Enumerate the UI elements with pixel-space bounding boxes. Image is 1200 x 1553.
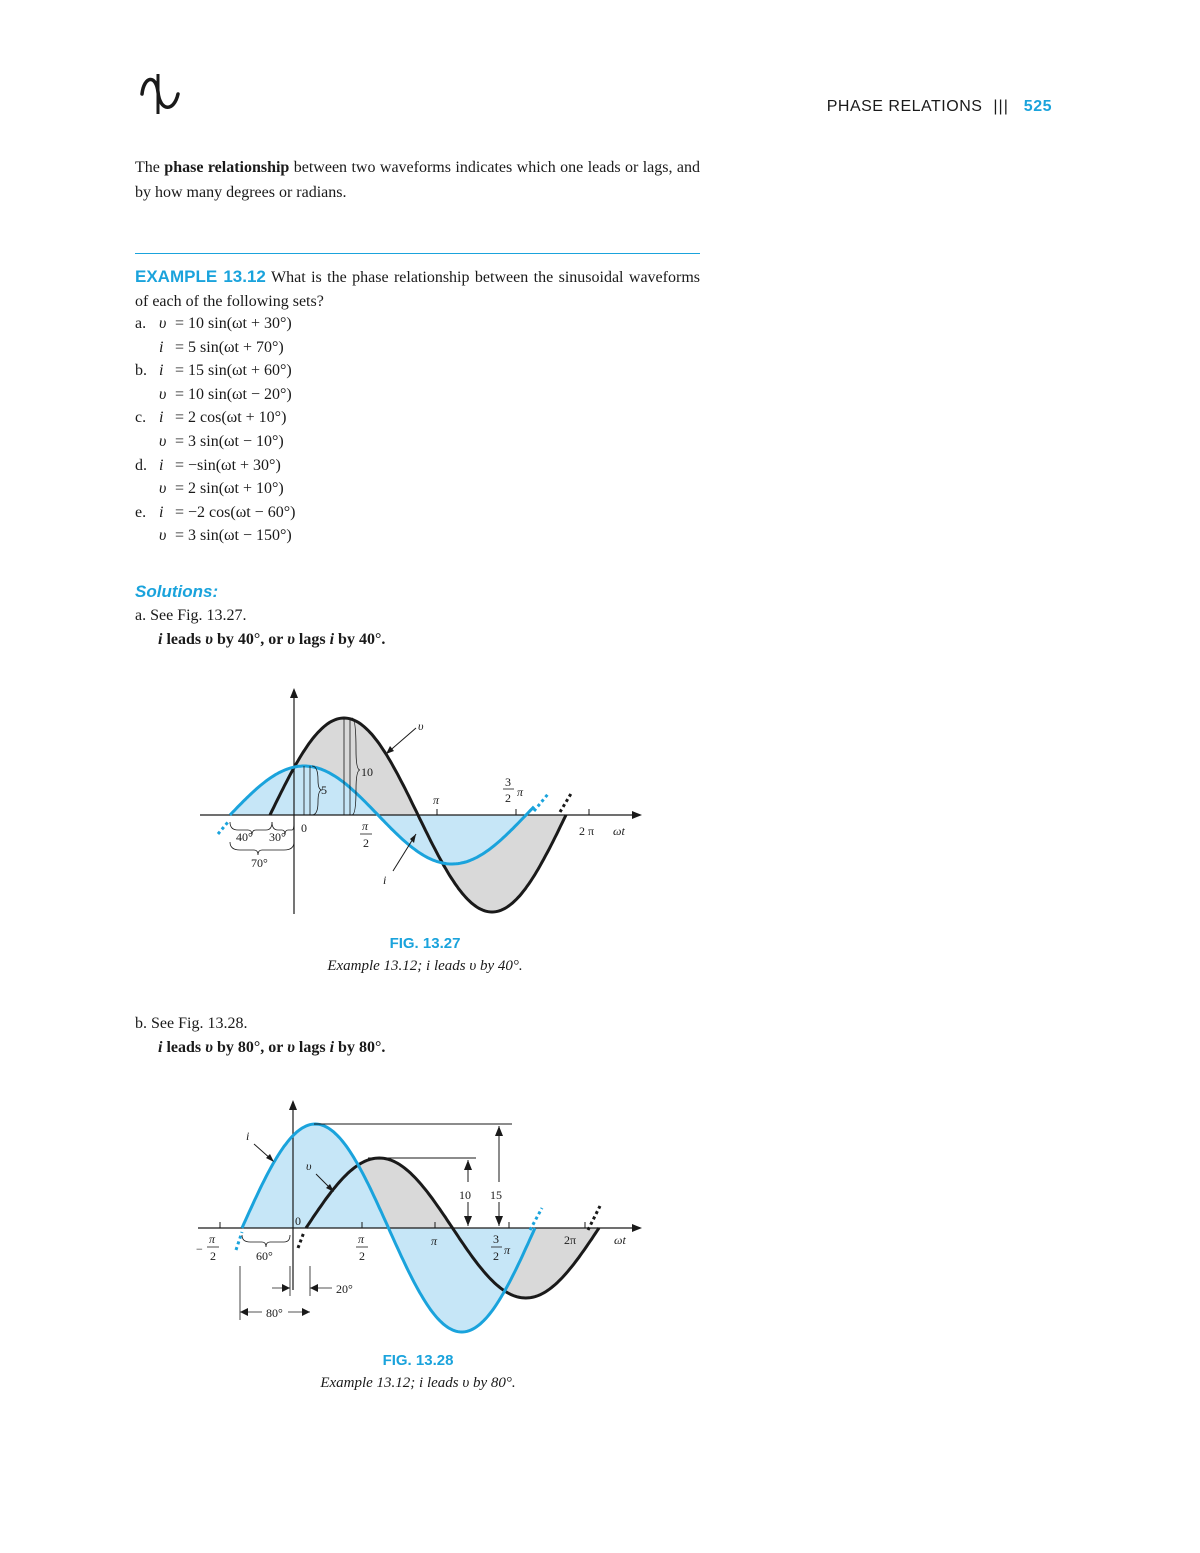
- v-continuation-right: [588, 1206, 600, 1230]
- two-pi-label: 2 π: [579, 824, 595, 838]
- neg-pi-half-num: π: [209, 1232, 216, 1246]
- wt-label: ωt: [614, 1233, 626, 1247]
- page-number: 525: [1023, 98, 1052, 115]
- text: by 80°, or: [212, 1039, 288, 1056]
- y-axis-arrow-icon: [290, 688, 298, 698]
- equation-variable: υ: [159, 315, 167, 332]
- pi-half-num: π: [358, 1232, 365, 1246]
- fig-13-27-caption: Example 13.12; i leads υ by 40°.: [327, 958, 523, 974]
- pi-half-num: π: [362, 819, 369, 833]
- equation-row: [135, 312, 295, 336]
- sine-wave-logo-icon: [138, 70, 184, 116]
- deg-70-label: 70°: [251, 856, 268, 870]
- equation-row: [135, 383, 295, 407]
- equation-variable: i: [159, 362, 164, 380]
- equation-expression: = 3 sin(ωt − 10°): [175, 432, 284, 450]
- wt-label: ωt: [613, 824, 625, 838]
- i-curve-label: i: [383, 873, 387, 887]
- equation-expression: = 10 sin(ωt + 30°): [175, 315, 292, 332]
- solution-a-see: a. See Fig. 13.27.: [135, 607, 247, 624]
- amp-i-label: 5: [321, 783, 327, 797]
- intro-text: The: [135, 159, 165, 176]
- deg-80-label: 80°: [266, 1306, 283, 1320]
- y-axis-arrow-icon: [289, 1100, 297, 1110]
- fig-13-28-label: FIG. 13.28: [382, 1352, 454, 1369]
- equation-expression: = 15 sin(ωt + 60°): [175, 362, 292, 380]
- equation-expression: = 2 cos(ωt + 10°): [175, 409, 287, 427]
- amp-v-label: 10: [361, 765, 373, 779]
- v-continuation: [298, 1232, 304, 1248]
- var-i: i: [329, 631, 335, 648]
- equation-variable: υ: [159, 527, 167, 545]
- part-letter: b.: [135, 362, 147, 380]
- equation-row: [135, 501, 295, 525]
- equation-expression: = 2 sin(ωt + 10°): [175, 480, 284, 498]
- var-i: i: [158, 1039, 163, 1056]
- i-continuation-right: [530, 1208, 542, 1230]
- equation-expression: = 5 sin(ωt + 70°): [175, 338, 284, 356]
- equation-expression: = −2 cos(ωt − 60°): [175, 503, 296, 521]
- i-continuation-right: [534, 794, 548, 811]
- equation-expression: = −sin(ωt + 30°): [175, 456, 281, 474]
- equation-variable: υ: [159, 432, 167, 450]
- text: lags: [294, 1039, 330, 1056]
- section-rule: [135, 253, 700, 254]
- text: leads: [162, 1039, 206, 1056]
- i-continuation: [218, 822, 228, 834]
- equation-expression: = 10 sin(ωt − 20°): [175, 385, 292, 403]
- text: by 80°.: [334, 1039, 386, 1056]
- three-half-pi: π: [517, 785, 524, 799]
- equation-variable: υ: [159, 385, 167, 403]
- part-letter: a.: [135, 315, 147, 332]
- zero-label: 0: [301, 821, 307, 835]
- three-half-pi: π: [504, 1243, 511, 1257]
- v-curve-label: υ: [306, 1159, 312, 1173]
- three-half-den: 2: [493, 1249, 499, 1263]
- equation-row: [135, 477, 295, 501]
- fig-13-27-diagram: [200, 680, 660, 925]
- equation-row: [135, 406, 295, 430]
- var-v: υ: [287, 1039, 295, 1056]
- deg-30-label: 30°: [269, 830, 286, 844]
- zero-label: 0: [295, 1214, 301, 1228]
- three-half-den: 2: [505, 791, 511, 805]
- text: by 40°.: [334, 631, 386, 648]
- i-curve-label: i: [246, 1129, 250, 1143]
- separator: |||: [993, 98, 1009, 115]
- text: by 40°, or: [212, 631, 288, 648]
- minus-sign: −: [196, 1242, 203, 1256]
- pi-label: π: [431, 1234, 438, 1248]
- part-letter: c.: [135, 409, 147, 427]
- x-axis-arrow-icon: [632, 1224, 642, 1232]
- deg-60-label: 60°: [256, 1249, 273, 1263]
- two-pi-label: 2π: [564, 1233, 577, 1247]
- three-half-num: 3: [493, 1232, 499, 1246]
- equation-expression: = 3 sin(ωt − 150°): [175, 527, 292, 545]
- equation-variable: i: [159, 456, 164, 474]
- part-letter: e.: [135, 503, 147, 521]
- var-v: υ: [205, 631, 213, 648]
- intro-paragraph: [135, 155, 700, 205]
- equation-row: [135, 359, 295, 383]
- neg-pi-half-den: 2: [210, 1249, 216, 1263]
- v-curve-label: υ: [418, 719, 424, 733]
- amp-i-label: 15: [490, 1188, 502, 1202]
- var-i: i: [158, 631, 163, 648]
- equation-variable: i: [159, 338, 164, 356]
- i-continuation: [236, 1232, 242, 1250]
- deg-20-label: 20°: [336, 1282, 353, 1296]
- intro-term: phase relationship: [164, 159, 290, 176]
- equation-row: [135, 524, 295, 548]
- text: lags: [294, 631, 330, 648]
- equation-row: [135, 454, 295, 478]
- x-axis-arrow-icon: [632, 811, 642, 819]
- equation-row: [135, 430, 295, 454]
- var-i: i: [329, 1039, 335, 1056]
- example-heading: [135, 265, 700, 314]
- solutions-title: Solutions:: [135, 582, 219, 601]
- equation-row: [135, 336, 295, 360]
- deg-40-label: 40°: [236, 830, 253, 844]
- running-head: [827, 98, 1052, 116]
- pi-label: π: [433, 793, 440, 807]
- text: leads: [162, 631, 206, 648]
- solution-a-result: [158, 631, 385, 649]
- amp-v-label: 10: [459, 1188, 471, 1202]
- var-v: υ: [287, 631, 295, 648]
- equation-variable: i: [159, 503, 164, 521]
- pi-half-den: 2: [359, 1249, 365, 1263]
- v-continuation-right: [560, 792, 572, 812]
- equation-variable: i: [159, 409, 164, 427]
- fig-13-28-diagram: [190, 1090, 660, 1340]
- example-parts: [135, 312, 295, 548]
- pi-half-den: 2: [363, 836, 369, 850]
- fig-13-28-caption: Example 13.12; i leads υ by 80°.: [320, 1375, 516, 1391]
- example-question: What is the phase relationship between the sinusoidal waveforms of each of the following sets?: [135, 269, 700, 310]
- fig-13-27-label: FIG. 13.27: [389, 935, 461, 952]
- three-half-num: 3: [505, 775, 511, 789]
- var-v: υ: [205, 1039, 213, 1056]
- equation-variable: υ: [159, 480, 167, 498]
- part-letter: d.: [135, 456, 147, 474]
- intro-text-2: between two waveforms indicates which one leads or lags, and by how many degrees or radians.: [135, 159, 701, 201]
- section-title: PHASE RELATIONS: [826, 98, 983, 115]
- example-label: EXAMPLE 13.12: [135, 267, 266, 286]
- solution-b-result: [158, 1039, 385, 1057]
- solution-b-see: b. See Fig. 13.28.: [135, 1015, 248, 1032]
